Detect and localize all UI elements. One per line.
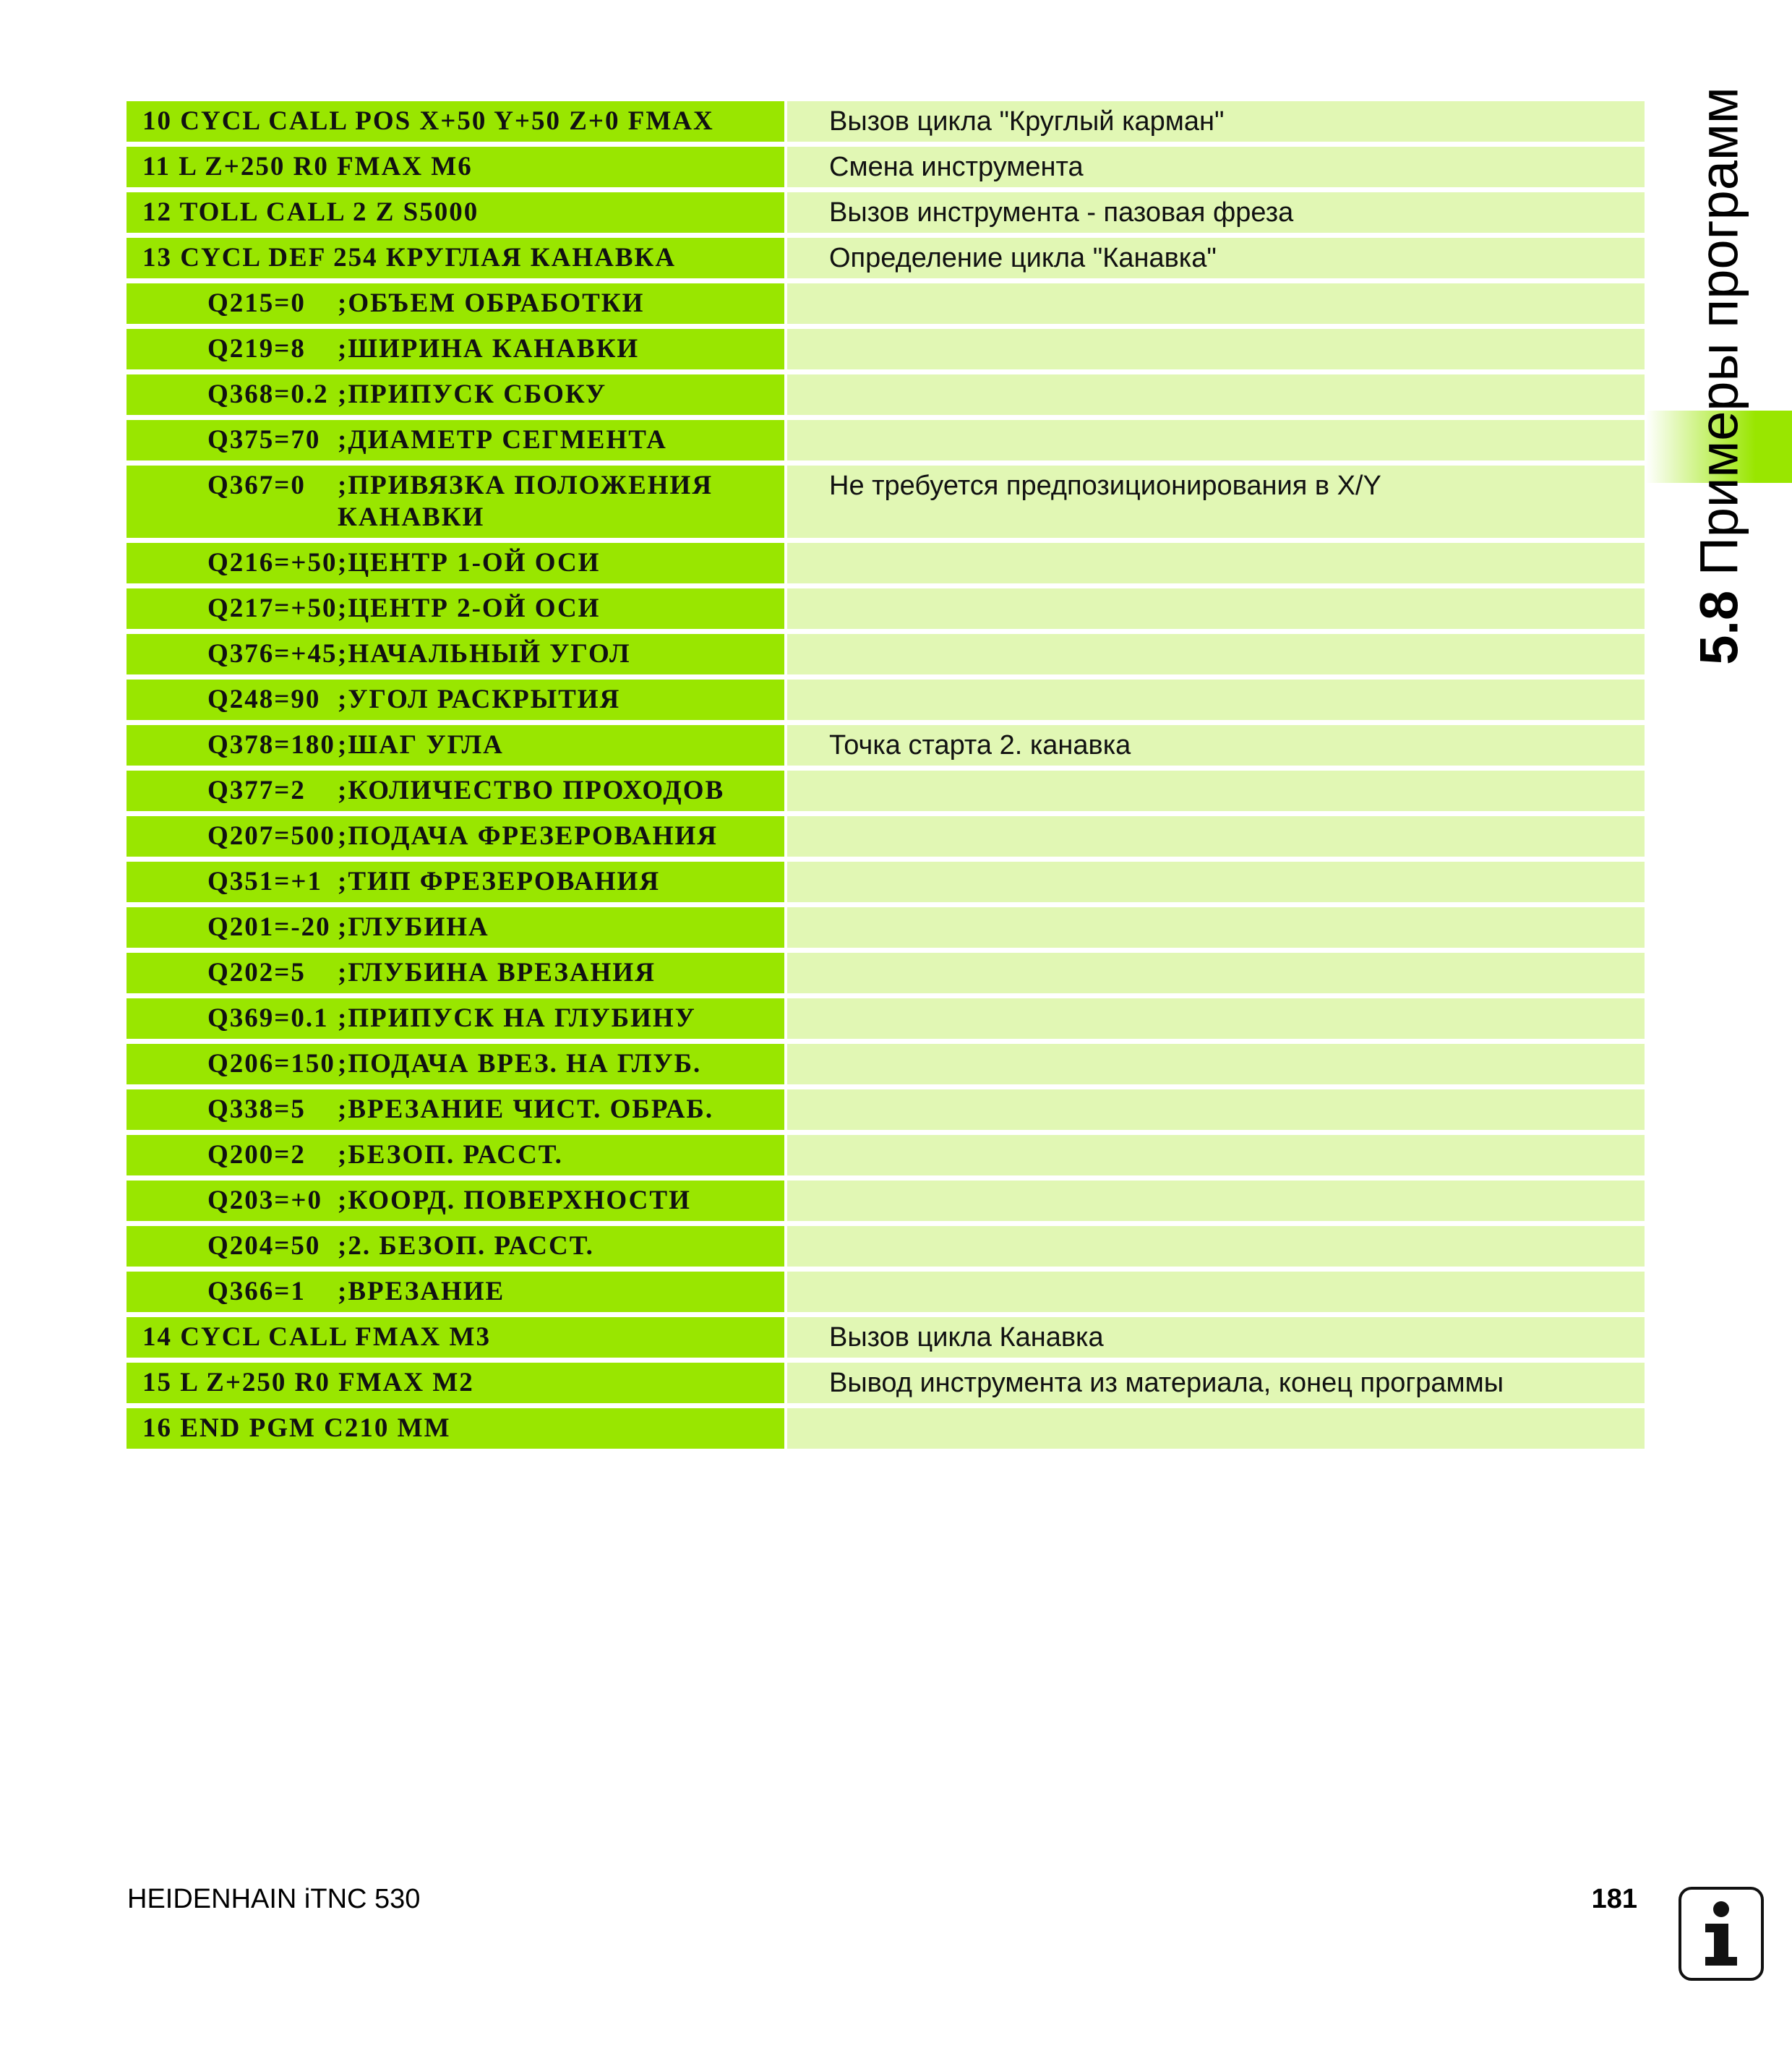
cycle-parameter [142, 775, 784, 807]
cycle-parameter [142, 912, 784, 943]
parameter-name: Q201=-20 [207, 912, 331, 942]
cycle-parameter [142, 1230, 784, 1262]
info-icon [1679, 1887, 1764, 1981]
cycle-parameter [142, 1048, 784, 1080]
parameter-description: ;ПОДАЧА ВРЕЗ. НА ГЛУБ. [338, 1049, 702, 1079]
parameter-description: ;ВРЕЗАНИЕ [338, 1277, 505, 1306]
program-code-cell [127, 1408, 787, 1454]
program-comment-cell: Точка старта 2. канавка [787, 725, 1645, 771]
parameter-description: ;КОЛИЧЕСТВО ПРОХОДОВ [338, 776, 725, 805]
cycle-parameter [142, 1185, 784, 1217]
parameter-description: ;ГЛУБИНА ВРЕЗАНИЯ [338, 958, 656, 987]
nc-block-text: 12 TOLL CALL 2 Z S5000 [142, 197, 479, 227]
program-comment-cell: Определение цикла "Канавка" [787, 238, 1645, 283]
program-row [127, 816, 1645, 862]
program-comment-cell [787, 283, 1645, 329]
cycle-parameter [142, 288, 784, 320]
program-row [127, 588, 1645, 634]
program-comment-cell [787, 420, 1645, 466]
program-row [127, 466, 1645, 543]
cycle-parameter [142, 1094, 784, 1126]
program-code-cell [127, 1044, 787, 1089]
parameter-name: Q207=500 [207, 821, 335, 851]
cycle-parameter [142, 821, 784, 852]
program-row [127, 998, 1645, 1044]
program-row [127, 1135, 1645, 1181]
program-row [127, 329, 1645, 374]
chapter-title: Примеры программ [1689, 87, 1749, 576]
program-comment-cell [787, 634, 1645, 680]
nc-block-text: 14 CYCL CALL FMAX M3 [142, 1322, 491, 1352]
program-row [127, 374, 1645, 420]
parameter-name: Q203=+0 [207, 1186, 322, 1215]
program-comment-cell [787, 680, 1645, 725]
program-comment-cell: Вывод инструмента из материала, конец программы [787, 1363, 1645, 1408]
parameter-description: ;ЦЕНТР 1-ОЙ ОСИ [338, 548, 601, 578]
program-comment-cell [787, 543, 1645, 588]
parameter-description: ;ГЛУБИНА [338, 912, 489, 942]
parameter-description: ;КООРД. ПОВЕРХНОСТИ [338, 1186, 691, 1215]
program-code-cell [127, 998, 787, 1044]
program-row [127, 283, 1645, 329]
program-comment-cell [787, 1135, 1645, 1181]
program-code-cell [127, 953, 787, 998]
parameter-name: Q338=5 [207, 1094, 306, 1124]
program-code-cell [127, 1272, 787, 1317]
program-comment-cell [787, 329, 1645, 374]
program-comment-cell [787, 1272, 1645, 1317]
program-code-cell [127, 101, 787, 147]
nc-block-text: 16 END PGM C210 MM [142, 1413, 451, 1443]
cycle-parameter [142, 684, 784, 716]
program-row [127, 1044, 1645, 1089]
cycle-parameter [142, 470, 784, 534]
cycle-parameter [142, 957, 784, 989]
program-row [127, 634, 1645, 680]
program-code-cell [127, 725, 787, 771]
parameter-name: Q367=0 [207, 471, 306, 500]
program-comment-cell [787, 1044, 1645, 1089]
parameter-description: ;НАЧАЛЬНЫЙ УГОЛ [338, 639, 631, 669]
program-comment-cell [787, 953, 1645, 998]
cycle-parameter [142, 333, 784, 365]
parameter-description: ;ВРЕЗАНИЕ ЧИСТ. ОБРАБ. [338, 1094, 714, 1124]
program-listing-table [127, 101, 1645, 1454]
program-comment-cell: Не требуется предпозиционирования в X/Y [787, 466, 1645, 543]
program-code-cell [127, 588, 787, 634]
parameter-name: Q206=150 [207, 1049, 335, 1079]
program-code-cell [127, 543, 787, 588]
program-comment-cell [787, 816, 1645, 862]
parameter-description: ;ОБЪЕМ ОБРАБОТКИ [338, 288, 645, 318]
parameter-description: ;БЕЗОП. РАССТ. [338, 1140, 563, 1170]
program-comment-cell [787, 862, 1645, 907]
program-code-cell [127, 147, 787, 192]
program-row [127, 1408, 1645, 1454]
program-code-cell [127, 192, 787, 238]
program-code-cell [127, 771, 787, 816]
parameter-name: Q366=1 [207, 1277, 306, 1306]
parameter-name: Q377=2 [207, 776, 306, 805]
nc-block-text: 13 CYCL DEF 254 КРУГЛАЯ КАНАВКА [142, 243, 677, 273]
program-code-cell [127, 1089, 787, 1135]
parameter-name: Q351=+1 [207, 867, 322, 896]
program-code-cell [127, 329, 787, 374]
program-comment-cell [787, 998, 1645, 1044]
chapter-number: 5.8 [1689, 590, 1749, 665]
program-code-cell [127, 238, 787, 283]
program-listing-body [127, 101, 1645, 1454]
parameter-name: Q369=0.1 [207, 1003, 329, 1033]
parameter-name: Q378=180 [207, 730, 335, 760]
parameter-description: ;ПОДАЧА ФРЕЗЕРОВАНИЯ [338, 821, 718, 851]
program-row [127, 725, 1645, 771]
footer-product-name: HEIDENHAIN iTNC 530 [127, 1884, 421, 1914]
program-row [127, 1272, 1645, 1317]
program-row [127, 771, 1645, 816]
program-code-cell [127, 1135, 787, 1181]
nc-block-text: 10 CYCL CALL POS X+50 Y+50 Z+0 FMAX [142, 106, 714, 136]
program-comment-cell [787, 1226, 1645, 1272]
program-comment-cell [787, 588, 1645, 634]
program-row [127, 862, 1645, 907]
parameter-name: Q216=+50 [207, 548, 338, 578]
cycle-parameter [142, 1276, 784, 1308]
chapter-side-title-text [1689, 87, 1750, 664]
cycle-parameter [142, 638, 784, 670]
info-glyph [1692, 1898, 1750, 1970]
program-row [127, 907, 1645, 953]
program-comment-cell: Вызов цикла Канавка [787, 1317, 1645, 1363]
page-number: 181 [1591, 1884, 1637, 1914]
program-code-cell [127, 862, 787, 907]
program-row [127, 1089, 1645, 1135]
program-code-cell [127, 466, 787, 543]
program-row [127, 192, 1645, 238]
parameter-name: Q217=+50 [207, 594, 338, 623]
parameter-description: ;ШАГ УГЛА [338, 730, 504, 760]
program-row [127, 238, 1645, 283]
parameter-description: ;УГОЛ РАСКРЫТИЯ [338, 685, 621, 714]
program-code-cell [127, 1317, 787, 1363]
program-code-cell [127, 420, 787, 466]
cycle-parameter [142, 424, 784, 456]
nc-block-text: 11 L Z+250 R0 FMAX M6 [142, 152, 473, 181]
parameter-name: Q219=8 [207, 334, 306, 364]
parameter-description: ;ПРИВЯЗКА ПОЛОЖЕНИЯ КАНАВКИ [338, 471, 713, 532]
parameter-description: ;ТИП ФРЕЗЕРОВАНИЯ [338, 867, 661, 896]
cycle-parameter [142, 729, 784, 761]
parameter-description: ;ЦЕНТР 2-ОЙ ОСИ [338, 594, 601, 623]
cycle-parameter [142, 593, 784, 625]
parameter-name: Q200=2 [207, 1140, 306, 1170]
program-comment-cell: Вызов цикла "Круглый карман" [787, 101, 1645, 147]
program-comment-cell [787, 1089, 1645, 1135]
program-code-cell [127, 374, 787, 420]
program-code-cell [127, 907, 787, 953]
parameter-description: ;ПРИПУСК СБОКУ [338, 380, 607, 409]
cycle-parameter [142, 1139, 784, 1171]
program-comment-cell: Смена инструмента [787, 147, 1645, 192]
program-row [127, 1363, 1645, 1408]
program-row [127, 1317, 1645, 1363]
parameter-name: Q368=0.2 [207, 380, 329, 409]
program-code-cell [127, 680, 787, 725]
program-code-cell [127, 1226, 787, 1272]
program-row [127, 420, 1645, 466]
program-row [127, 1226, 1645, 1272]
parameter-description: ;2. БЕЗОП. РАССТ. [338, 1231, 594, 1261]
program-row [127, 543, 1645, 588]
parameter-name: Q204=50 [207, 1231, 321, 1261]
program-comment-cell [787, 771, 1645, 816]
program-code-cell [127, 1363, 787, 1408]
program-code-cell [127, 634, 787, 680]
parameter-description: ;ПРИПУСК НА ГЛУБИНУ [338, 1003, 696, 1033]
parameter-description: ;ДИАМЕТР СЕГМЕНТА [338, 425, 667, 455]
program-comment-cell [787, 374, 1645, 420]
program-comment-cell: Вызов инструмента - пазовая фреза [787, 192, 1645, 238]
cycle-parameter [142, 1003, 784, 1034]
nc-block-text: 15 L Z+250 R0 FMAX M2 [142, 1368, 474, 1397]
parameter-name: Q375=70 [207, 425, 321, 455]
program-row [127, 101, 1645, 147]
program-code-cell [127, 1181, 787, 1226]
program-row [127, 1181, 1645, 1226]
program-row [127, 680, 1645, 725]
program-comment-cell [787, 1408, 1645, 1454]
program-code-cell [127, 283, 787, 329]
cycle-parameter [142, 866, 784, 898]
cycle-parameter [142, 379, 784, 411]
program-code-cell [127, 816, 787, 862]
parameter-description: ;ШИРИНА КАНАВКИ [338, 334, 640, 364]
parameter-name: Q376=+45 [207, 639, 338, 669]
program-comment-cell [787, 907, 1645, 953]
cycle-parameter [142, 547, 784, 579]
parameter-name: Q248=90 [207, 685, 321, 714]
program-row [127, 147, 1645, 192]
parameter-name: Q215=0 [207, 288, 306, 318]
program-comment-cell [787, 1181, 1645, 1226]
parameter-name: Q202=5 [207, 958, 306, 987]
program-row [127, 953, 1645, 998]
